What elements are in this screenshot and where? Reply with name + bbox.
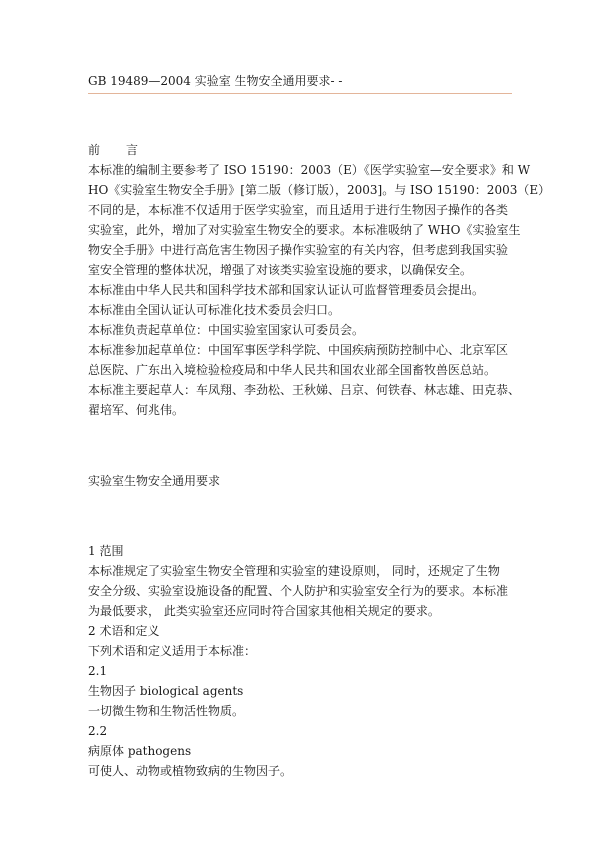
- foreword-participating-units: [88, 340, 518, 380]
- foreword-drafters: [88, 380, 521, 420]
- text-line: 本标准参加起草单位：中国军事医学科学院、中国疾病预防控制中心、北京军区: [88, 343, 509, 357]
- text-line: 室安全管理的整体状况，增强了对该类实验室设施的要求，以确保安全。: [88, 263, 473, 277]
- term-2-2-definition: 可使人、动物或植物致病的生物因子。: [88, 764, 293, 778]
- text-line: 本标准由中华人民共和国科学技术部和国家认证认可监督管理委员会提出。: [88, 283, 485, 297]
- text-line: 为最低要求， 此类实验室还应同时符合国家其他相关规定的要求。: [88, 604, 440, 618]
- term-2-1-name: 生物因子 biological agents: [88, 684, 244, 698]
- foreword-title: [88, 140, 518, 160]
- section-2-heading: 2 术语和定义: [88, 624, 160, 638]
- term-2-1-definition: 一切微生物和生物活性物质。: [88, 704, 245, 718]
- header-divider: [88, 93, 512, 94]
- text-line: 翟培军、何兆伟。: [88, 403, 185, 417]
- foreword-paragraph-1: [88, 160, 551, 280]
- text-line: 本标准规定了实验室生物安全管理和实验室的建设原则， 同时，还规定了生物: [88, 564, 500, 578]
- section-2-intro: 下列术语和定义适用于本标准：: [88, 644, 257, 658]
- term-2-1-number: 2.1: [88, 664, 108, 678]
- page-header: GB 19489—2004 实验室 生物安全通用要求- -: [88, 74, 343, 88]
- text-line: 实验室，此外，增加了对实验室生物安全的要求。本标准吸纳了 WHO《实验室生: [88, 223, 521, 237]
- text-line: 本标准主要起草人：车凤翔、李劲松、王秋娣、吕京、何铁春、林志雄、田克恭、: [88, 383, 521, 397]
- foreword-managed-by: [88, 300, 518, 320]
- term-2-2-name: 病原体 pathogens: [88, 744, 192, 758]
- section-1-heading: 1 范围: [88, 544, 124, 558]
- section-1-body: [88, 561, 518, 621]
- document-title: 实验室生物安全通用要求: [88, 474, 221, 488]
- text-line: 本标准由全国认证认可标准化技术委员会归口。: [88, 303, 341, 317]
- text-line: 总医院、广东出入境检验检疫局和中华人民共和国农业部全国畜牧兽医总站。: [88, 363, 497, 377]
- text-line: 安全分级、实验室设施设备的配置、个人防护和实验室安全行为的要求。本标准: [88, 584, 509, 598]
- term-2-2-number: 2.2: [88, 724, 108, 738]
- text-line: HO《实验室生物安全手册》[第二版（修订版），2003]。与 ISO 15190：2003（E）: [88, 183, 551, 197]
- foreword-title-char2: 言: [126, 143, 139, 157]
- text-line: 物安全手册》中进行高危害生物因子操作实验室的有关内容，但考虑到我国实验: [88, 243, 509, 257]
- foreword-proposed-by: [88, 280, 518, 300]
- text-line: 本标准的编制主要参考了 ISO 15190：2003（E）《医学实验室—安全要求》和 W: [88, 163, 531, 177]
- foreword-title-char1: 前: [88, 143, 101, 157]
- text-line: 本标准负责起草单位：中国实验室国家认可委员会。: [88, 323, 365, 337]
- text-line: 不同的是，本标准不仅适用于医学实验室，而且适用于进行生物因子操作的各类: [88, 203, 509, 217]
- foreword-drafting-unit: [88, 320, 518, 340]
